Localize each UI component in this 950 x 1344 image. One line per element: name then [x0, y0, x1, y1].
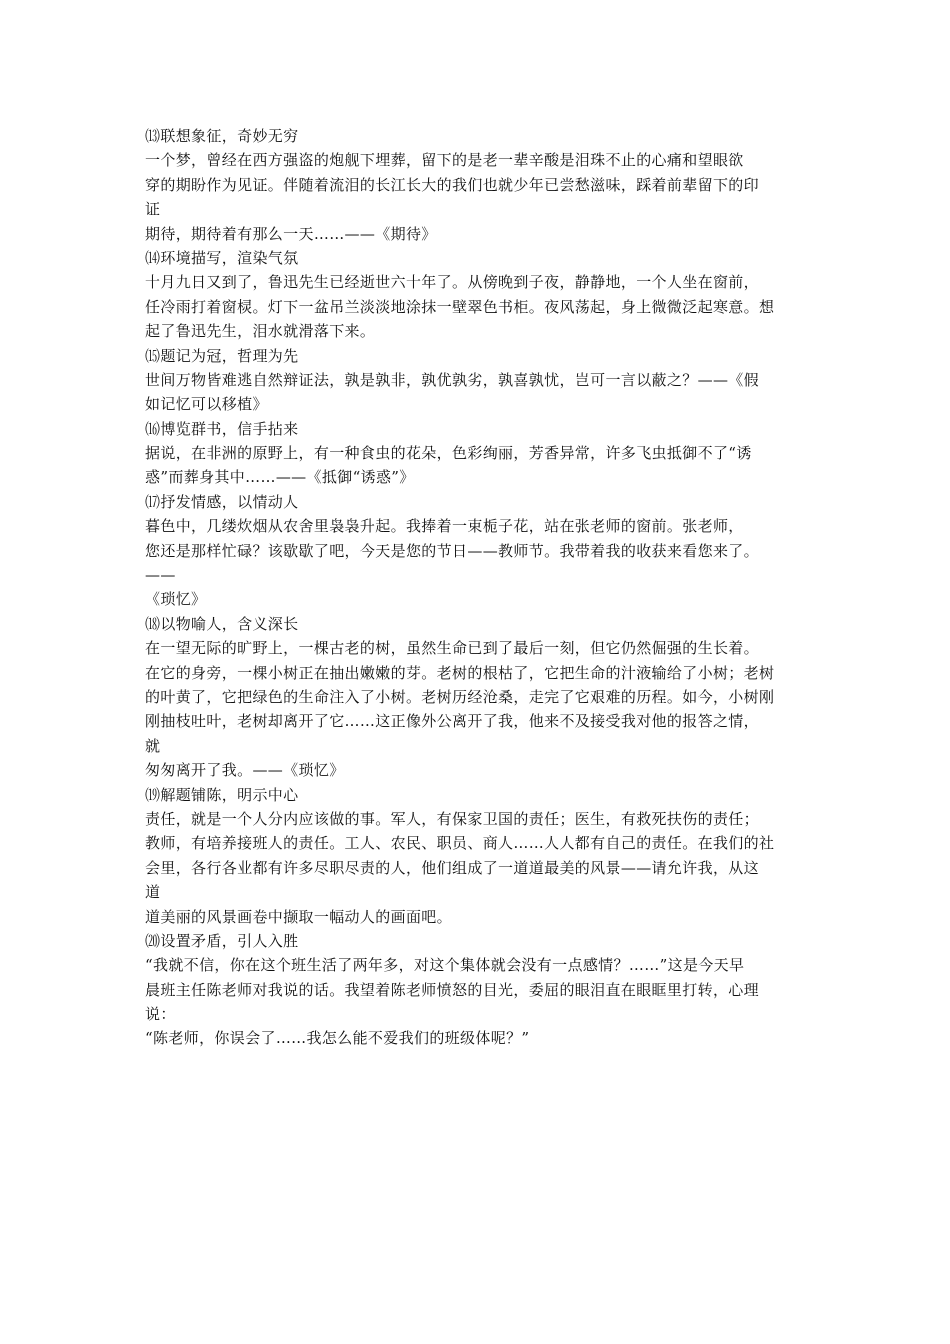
- text-line: 刚抽枝吐叶，老树却离开了它……这正像外公离开了我，他来不及接受我对他的报答之情，: [145, 712, 760, 731]
- text-line: 就: [145, 736, 161, 755]
- heading-16: ⒃博览群书，信手拈来: [145, 419, 299, 438]
- text-line: 会里，各行各业都有许多尽职尽责的人，他们组成了一道道最美的风景——请允许我，从这: [145, 858, 760, 877]
- text-line: 晨班主任陈老师对我说的话。我望着陈老师愤怒的目光，委屈的眼泪直在眼眶里打转，心理: [145, 980, 760, 999]
- text-line: “我就不信，你在这个班生活了两年多，对这个集体就会没有一点感情？……”这是今天早: [145, 956, 745, 975]
- text-line: 一个梦，曾经在西方强盗的炮舰下埋葬，留下的是老一辈辛酸是泪珠不止的心痛和望眼欲: [145, 151, 744, 170]
- text-line: 惑”而葬身其中……——《抵御“诱惑”》: [145, 468, 415, 487]
- text-line: 在它的身旁，一棵小树正在抽出嫩嫩的芽。老树的根枯了，它把生命的汁液输给了小树；老树: [145, 663, 775, 682]
- text-line: 十月九日又到了，鲁迅先生已经逝世六十年了。从傍晚到子夜，静静地，一个人坐在窗前，: [145, 273, 760, 292]
- document-page: [145, 124, 815, 1051]
- text-line: 道美丽的风景画卷中撷取一幅动人的画面吧。: [145, 907, 453, 926]
- text-line: 穿的期盼作为见证。伴随着流泪的长江长大的我们也就少年已尝愁滋味，踩着前辈留下的印: [145, 175, 760, 194]
- text-line: 如记忆可以移植》: [145, 395, 268, 414]
- heading-15: ⒂题记为冠，哲理为先: [145, 346, 299, 365]
- text-line: 说：: [145, 1005, 176, 1024]
- text-line: 期待，期待着有那么一天……——《期待》: [145, 224, 437, 243]
- text-line: 在一望无际的旷野上，一棵古老的树，虽然生命已到了最后一刻，但它仍然倔强的生长着。: [145, 639, 760, 658]
- text-line: 道: [145, 883, 161, 902]
- text-line: 起了鲁迅先生，泪水就滑落下来。: [145, 322, 376, 341]
- text-line: ——: [145, 566, 176, 585]
- text-line: 据说，在非洲的原野上，有一种食虫的花朵，色彩绚丽，芳香异常，许多飞虫抵御不了“诱: [145, 444, 752, 463]
- heading-18: ⒅以物喻人，含义深长: [145, 614, 299, 633]
- heading-19: ⒆解题铺陈，明示中心: [145, 785, 299, 804]
- text-line: 任冷雨打着窗棂。灯下一盆吊兰淡淡地涂抹一壁翠色书柜。夜风荡起，身上微微泛起寒意。想: [145, 297, 775, 316]
- heading-17: ⒄抒发情感，以情动人: [145, 492, 299, 511]
- text-line: “陈老师，你误会了……我怎么能不爱我们的班级体呢？”: [145, 1029, 530, 1048]
- text-line: 责任，就是一个人分内应该做的事。军人，有保家卫国的责任；医生，有救死扶伤的责任；: [145, 809, 760, 828]
- text-line: 《琐忆》: [145, 590, 207, 609]
- text-line: 教师，有培养接班人的责任。工人、农民、职员、商人……人人都有自己的责任。在我们的社: [145, 834, 775, 853]
- text-line: 暮色中，几缕炊烟从农舍里袅袅升起。我捧着一束栀子花，站在张老师的窗前。张老师，: [145, 517, 744, 536]
- text-line: 的叶黄了，它把绿色的生命注入了小树。老树历经沧桑，走完了它艰难的历程。如今，小树刚: [145, 687, 775, 706]
- heading-13: ⒀联想象征，奇妙无穷: [145, 127, 299, 145]
- heading-20: ⒇设置矛盾，引人入胜: [145, 931, 299, 950]
- text-line: 匆匆离开了我。——《琐忆》: [145, 761, 345, 780]
- text-line: 证: [145, 200, 161, 219]
- text-line: 您还是那样忙碌？该歇歇了吧，今天是您的节日——教师节。我带着我的收获来看您来了。: [145, 541, 760, 560]
- heading-14: ⒁环境描写，渲染气氛: [145, 248, 299, 267]
- text-line: 世间万物皆难逃自然辩证法，孰是孰非，孰优孰劣，孰喜孰忧，岂可一言以蔽之？——《假: [145, 370, 760, 389]
